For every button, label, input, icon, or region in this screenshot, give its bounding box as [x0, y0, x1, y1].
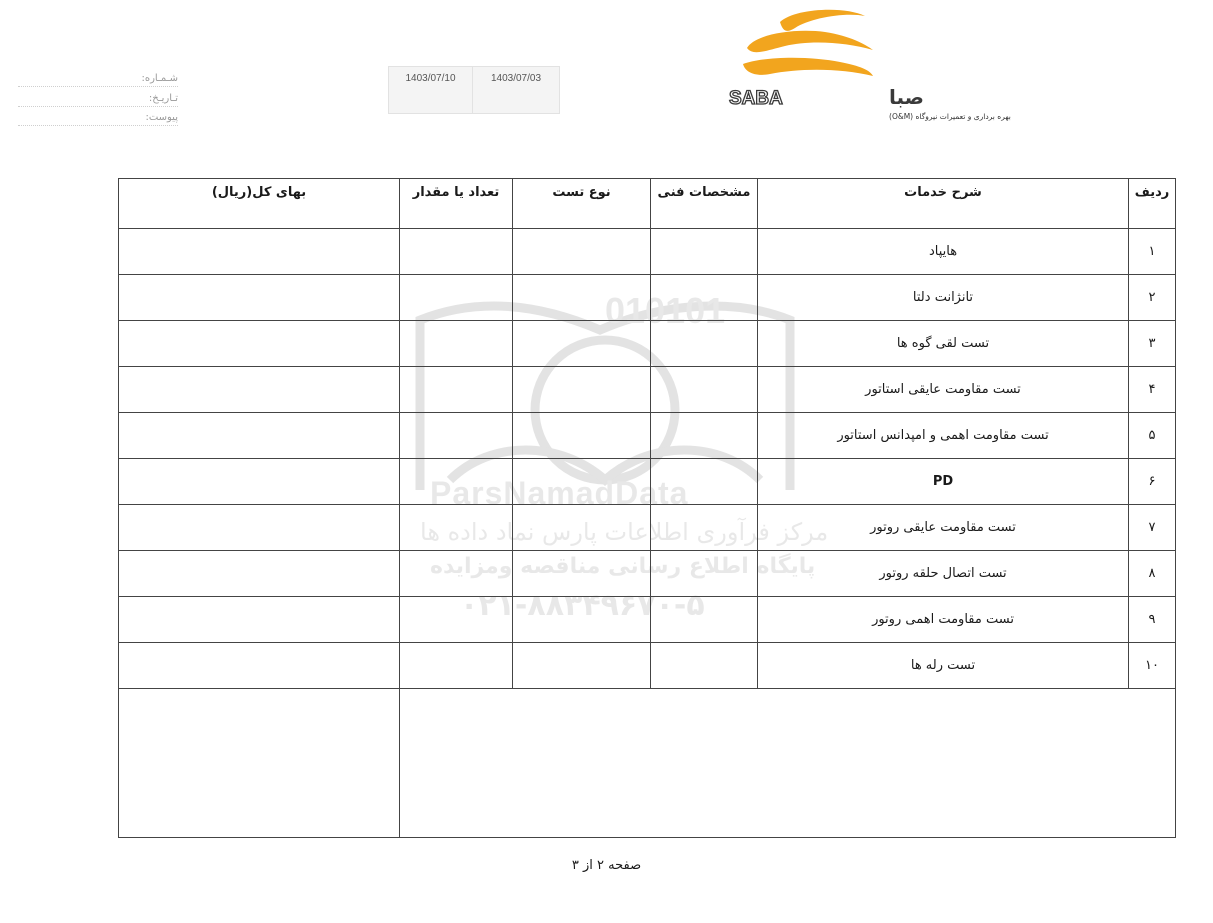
watermark-binary: 010101: [605, 290, 726, 331]
row-desc: تست مقاومت اهمی روتور: [758, 597, 1129, 643]
row-price: [119, 597, 400, 643]
row-spec: [651, 597, 758, 643]
row-price: [119, 275, 400, 321]
header-test: نوع تست: [513, 179, 651, 229]
row-idx: ۹: [1129, 597, 1176, 643]
row-idx: ۵: [1129, 413, 1176, 459]
row-desc: تست لقی گوه ها: [758, 321, 1129, 367]
row-test: [513, 597, 651, 643]
row-test: [513, 229, 651, 275]
row-price: [119, 505, 400, 551]
table-row: [119, 459, 1176, 505]
row-spec: [651, 229, 758, 275]
header-qty: تعداد یا مقدار: [400, 179, 513, 229]
table-total-row: [119, 689, 1176, 838]
row-qty: [400, 321, 513, 367]
row-desc: تست مقاومت اهمی و امپدانس استاتور: [758, 413, 1129, 459]
row-qty: [400, 551, 513, 597]
total-value-cell: [119, 689, 400, 838]
row-desc: هایپاد: [758, 229, 1129, 275]
services-table: [118, 178, 1176, 838]
row-qty: [400, 459, 513, 505]
row-qty: [400, 367, 513, 413]
row-qty: [400, 505, 513, 551]
date-field: تـاریـخ:: [18, 92, 178, 107]
row-spec: [651, 275, 758, 321]
row-spec: [651, 551, 758, 597]
row-desc: PD: [758, 459, 1129, 505]
table-row: [119, 505, 1176, 551]
row-test: [513, 321, 651, 367]
table-row: [119, 551, 1176, 597]
row-test: [513, 275, 651, 321]
row-price: [119, 413, 400, 459]
header-desc: شرح خدمات: [758, 179, 1129, 229]
row-price: [119, 229, 400, 275]
number-field: شـمـاره:: [18, 72, 178, 87]
table-header-row: [119, 179, 1176, 229]
row-idx: ۷: [1129, 505, 1176, 551]
row-idx: ۱۰: [1129, 643, 1176, 689]
page-number: صفحه ۲ از ۳: [571, 858, 642, 873]
table-row: [119, 413, 1176, 459]
row-idx: ۸: [1129, 551, 1176, 597]
header-idx: ردیف: [1129, 179, 1176, 229]
row-desc: تست اتصال حلقه روتور: [758, 551, 1129, 597]
watermark-phone: ۰۲۱-۸۸۳۴۹۶۷۰-۵: [460, 588, 705, 623]
table-row: [119, 597, 1176, 643]
row-idx: ۶: [1129, 459, 1176, 505]
row-price: [119, 551, 400, 597]
watermark-latin: ParsNamadData: [430, 475, 689, 511]
row-price: [119, 459, 400, 505]
row-test: [513, 367, 651, 413]
row-test: [513, 413, 651, 459]
row-qty: [400, 597, 513, 643]
row-desc: تانژانت دلتا: [758, 275, 1129, 321]
row-idx: ۲: [1129, 275, 1176, 321]
row-test: [513, 459, 651, 505]
row-qty: [400, 275, 513, 321]
row-idx: ۱: [1129, 229, 1176, 275]
total-label-cell: [400, 689, 1176, 838]
date-stamp-1: 1403/07/10: [389, 67, 473, 113]
row-spec: [651, 505, 758, 551]
row-spec: [651, 643, 758, 689]
row-qty: [400, 643, 513, 689]
row-price: [119, 321, 400, 367]
row-qty: [400, 229, 513, 275]
logo-tagline: بهره برداری و تعمیرات نیروگاه (O&M): [889, 112, 1011, 121]
row-qty: [400, 413, 513, 459]
date-stamp-2: 1403/07/03: [490, 73, 542, 84]
row-spec: [651, 413, 758, 459]
row-spec: [651, 367, 758, 413]
table-row: [119, 367, 1176, 413]
table-row: [119, 229, 1176, 275]
row-desc: تست رله ها: [758, 643, 1129, 689]
row-idx: ۴: [1129, 367, 1176, 413]
watermark-line1: مرکز فرآوری اطلاعات پارس نماد داده ها: [420, 518, 829, 546]
row-price: [119, 643, 400, 689]
row-test: [513, 505, 651, 551]
row-test: [513, 643, 651, 689]
row-spec: [651, 321, 758, 367]
row-price: [119, 367, 400, 413]
table-row: [119, 275, 1176, 321]
row-desc: تست مقاومت عایقی روتور: [758, 505, 1129, 551]
saba-logo: [725, 6, 1011, 124]
header-spec: مشخصات فنی: [651, 179, 758, 229]
logo-wordmark-fa: صبا: [889, 85, 924, 109]
row-desc: تست مقاومت عایقی استاتور: [758, 367, 1129, 413]
logo-wordmark-latin: SABA: [729, 88, 783, 109]
row-spec: [651, 459, 758, 505]
row-idx: ۳: [1129, 321, 1176, 367]
date-stamp: [388, 66, 560, 114]
row-test: [513, 551, 651, 597]
attachment-field: پیوست:: [18, 111, 178, 126]
table-row: [119, 321, 1176, 367]
table-row: [119, 643, 1176, 689]
watermark-line2: پایگاه اطلاع رسانی مناقصه ومزایده: [430, 554, 816, 579]
header-price: بهای کل(ریال): [119, 179, 400, 229]
